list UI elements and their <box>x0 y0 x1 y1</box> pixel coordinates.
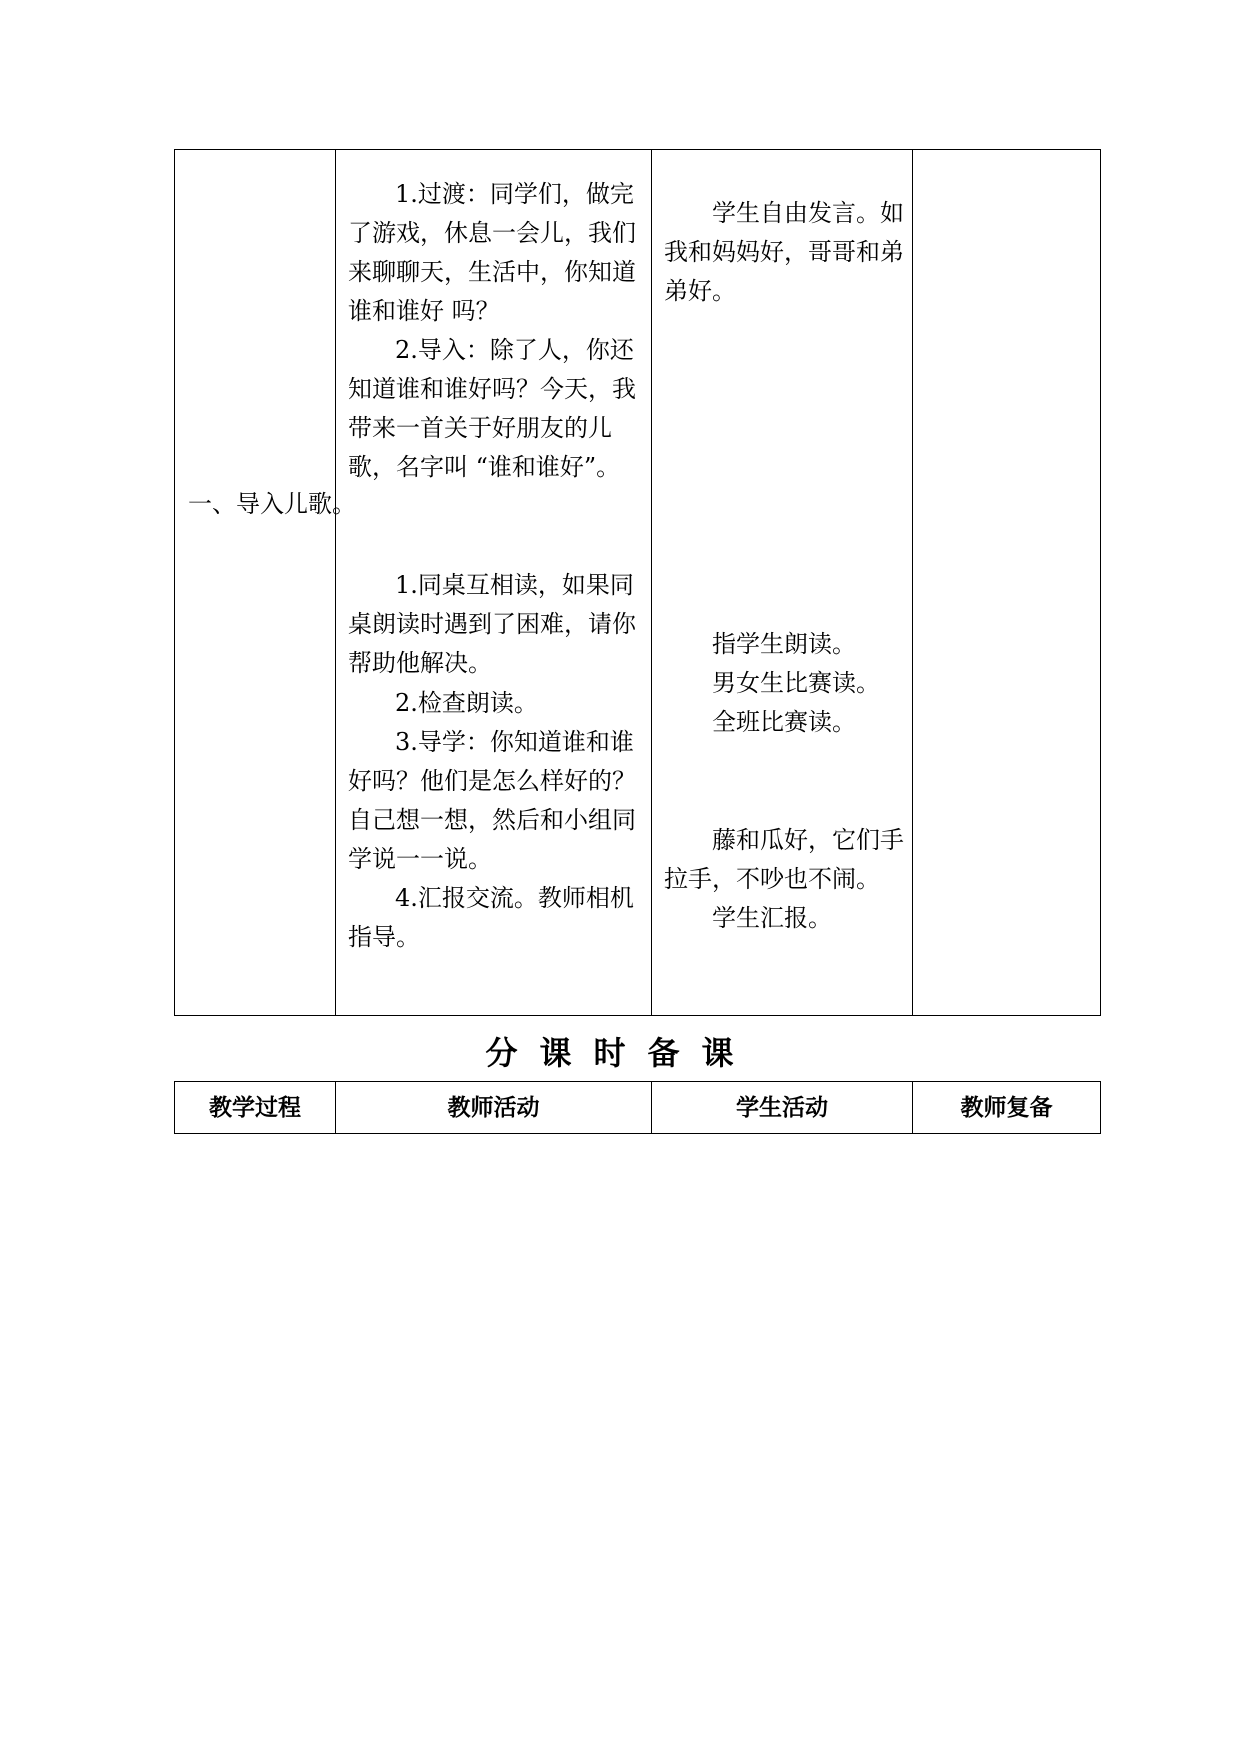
teacher-line: 桌朗读时遇到了困难，请你 <box>348 610 636 638</box>
header-border-right <box>1100 1081 1101 1134</box>
teacher-line: 自己想一想，然后和小组同 <box>348 806 636 834</box>
section-title: 分课时备课 <box>485 1034 756 1072</box>
teacher-line: 好吗？他们是怎么样好的？ <box>348 767 636 795</box>
teacher-line: 3.导学：你知道谁和谁 <box>395 728 634 756</box>
table-divider-1 <box>335 149 336 1016</box>
student-line: 学生自由发言。如 <box>712 199 904 227</box>
teacher-line: 帮助他解决。 <box>348 649 492 677</box>
teacher-line: 学说一一说。 <box>348 845 492 873</box>
teacher-line: 4.汇报交流。教师相机 <box>395 884 634 912</box>
teacher-line: 知道谁和谁好吗？今天，我 <box>348 375 636 403</box>
table-border-top <box>174 149 1101 150</box>
teacher-line: 来聊聊天，生活中，你知道 <box>348 258 636 286</box>
stage-label: 一、导入儿歌。 <box>188 490 356 518</box>
student-line: 我和妈妈好，哥哥和弟 <box>664 238 904 266</box>
table-border-bottom <box>174 1015 1101 1016</box>
table-divider-2 <box>651 149 652 1016</box>
teacher-line: 歌，名字叫 “谁和谁好”。 <box>348 453 621 481</box>
student-line: 指学生朗读。 <box>712 630 856 658</box>
student-line: 全班比赛读。 <box>712 708 856 736</box>
student-line: 学生汇报。 <box>712 904 832 932</box>
header-student-activity: 学生活动 <box>736 1095 828 1121</box>
student-line: 弟好。 <box>664 277 736 305</box>
student-line: 藤和瓜好，它们手 <box>712 826 904 854</box>
header-teacher-review: 教师复备 <box>960 1095 1053 1121</box>
student-line: 男女生比赛读。 <box>712 669 880 697</box>
teacher-line: 带来一首关于好朋友的儿 <box>348 414 612 442</box>
teacher-line: 1.同桌互相读，如果同 <box>395 571 634 599</box>
teacher-line: 谁和谁好 吗？ <box>348 297 500 325</box>
table-border-right <box>1100 149 1101 1016</box>
teacher-line: 1.过渡：同学们，做完 <box>395 180 634 208</box>
table-divider-3 <box>912 149 913 1016</box>
student-line: 拉手，不吵也不闹。 <box>664 865 880 893</box>
teacher-line: 指导。 <box>348 923 420 951</box>
header-teacher-activity: 教师活动 <box>447 1095 540 1121</box>
teacher-line: 2.导入：除了人，你还 <box>395 336 634 364</box>
teacher-line: 2.检查朗读。 <box>395 689 538 717</box>
header-teaching-process: 教学过程 <box>209 1095 301 1121</box>
teacher-line: 了游戏，休息一会儿，我们 <box>348 219 636 247</box>
table-border-left <box>174 149 175 1016</box>
